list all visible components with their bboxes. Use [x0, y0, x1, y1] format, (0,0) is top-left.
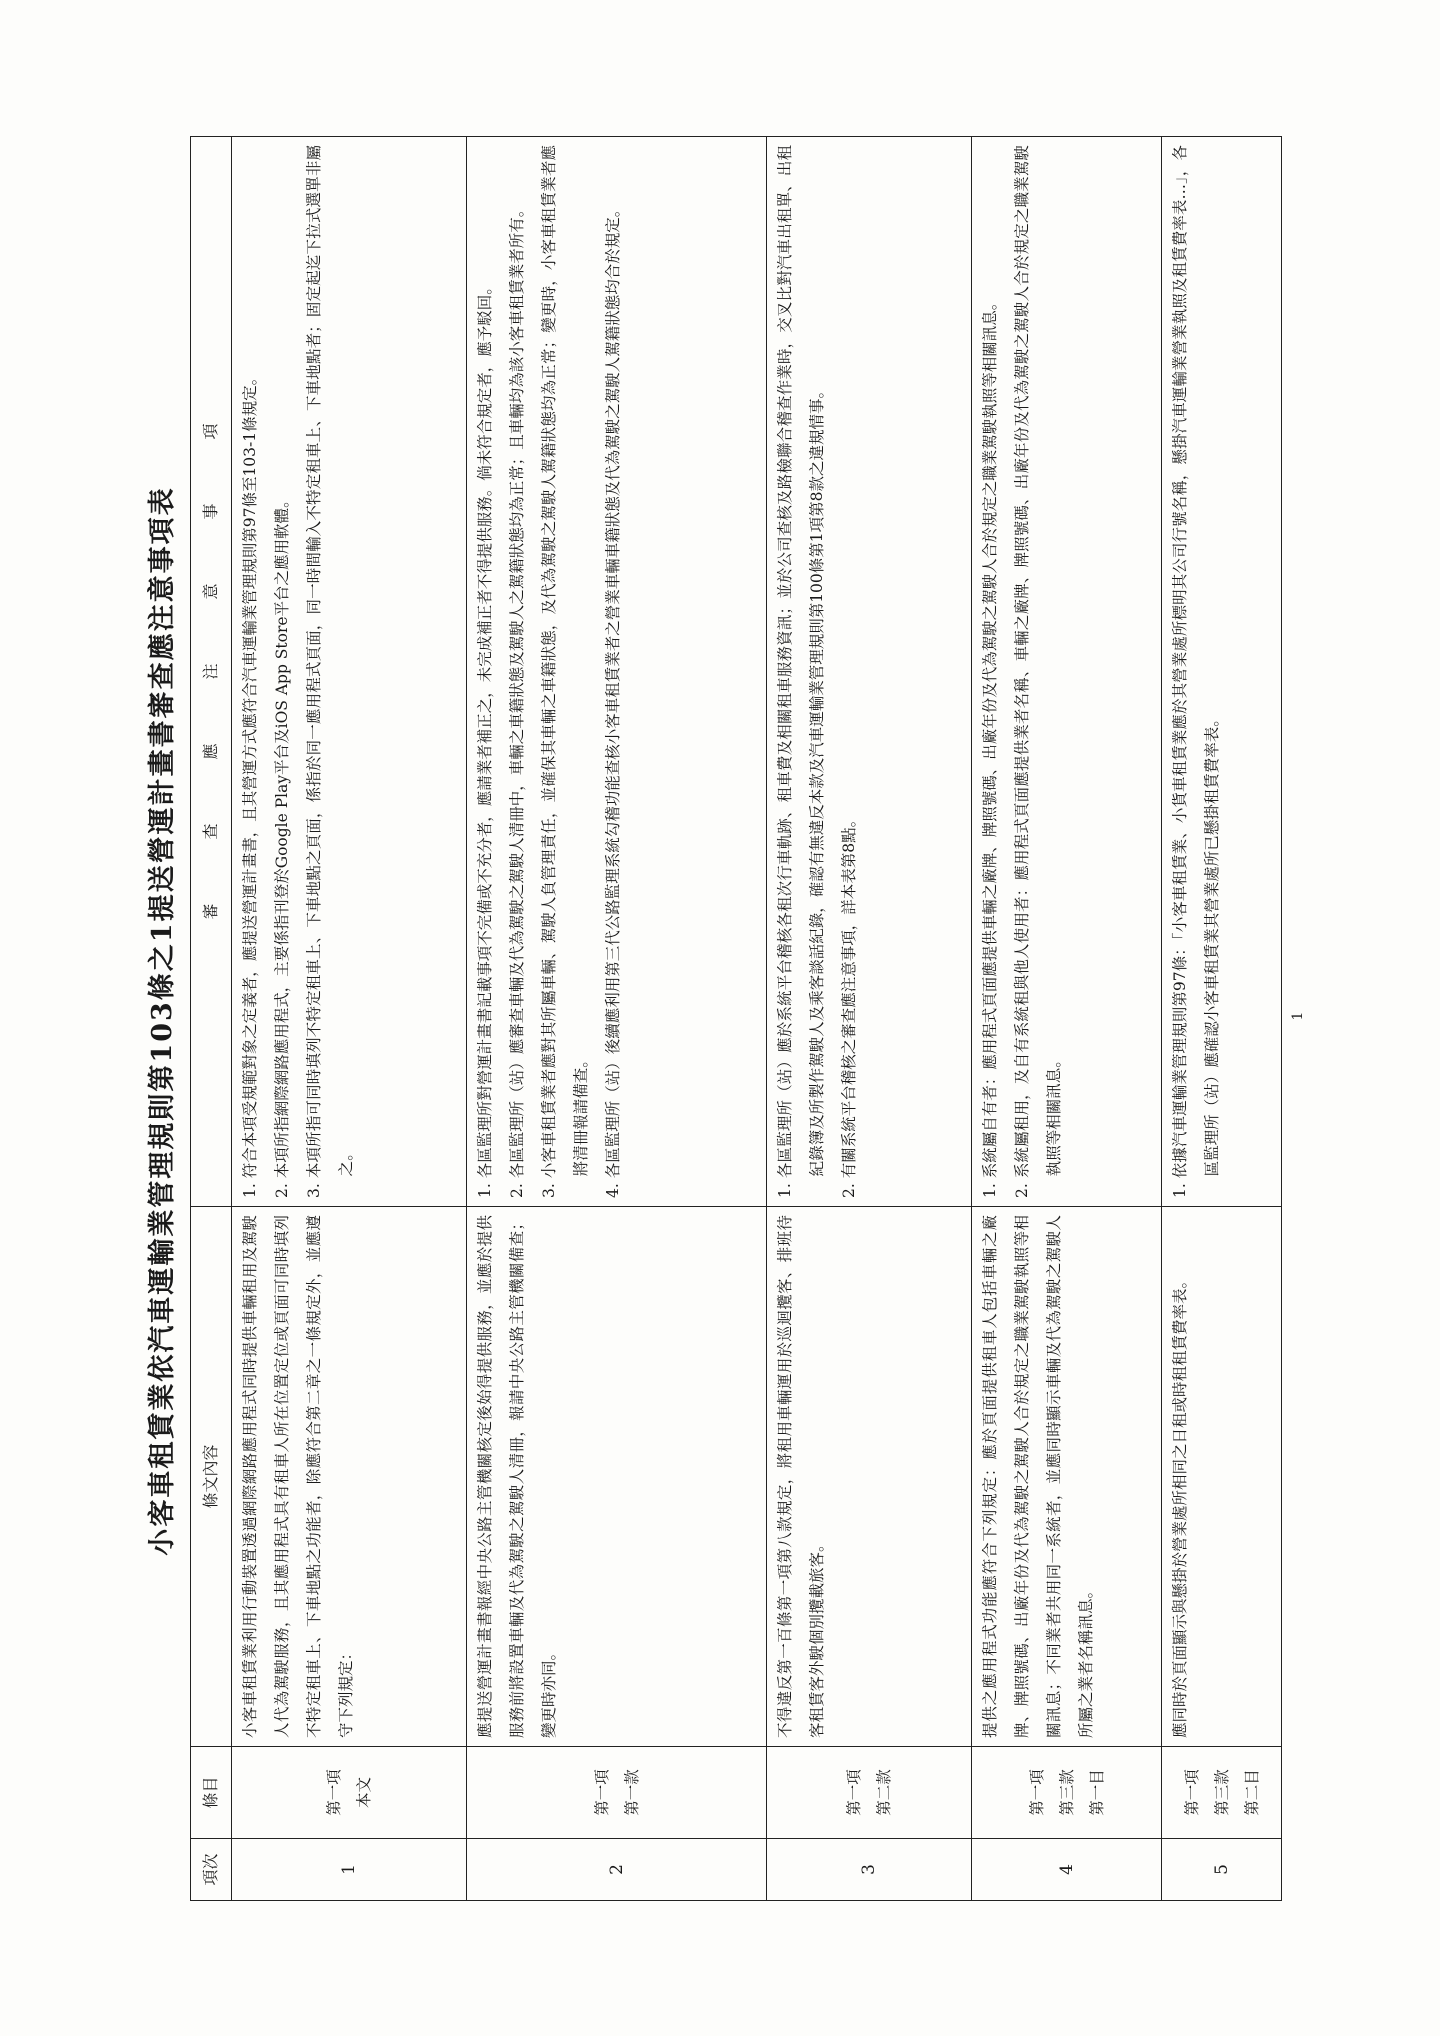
review-note-item: 1. 符合本項受規範對象之定義者，應提送營運計畫書，且其營運方式應符合汽車運輸業管理規則第97條至103-1條規定。: [241, 369, 259, 1198]
review-notes-table: [190, 136, 1282, 1901]
header-no: 項次: [191, 1839, 232, 1901]
article-line: 第一項: [592, 1769, 611, 1816]
table-body: [232, 137, 1282, 1901]
review-notes-cell: [467, 137, 767, 1207]
row-number: 5: [1162, 1839, 1282, 1901]
article-line: 第一項: [1182, 1769, 1201, 1816]
review-note-item: 1. 各區監理所對營運計畫書記載事項不完備或不充分者，應請業者補正之，未完成補正者不得提供服務。倘未符合規定者，應予駁回。: [476, 279, 494, 1198]
article-cell: [767, 1747, 972, 1839]
article-cell: [972, 1747, 1162, 1839]
article-cell: [232, 1747, 467, 1839]
review-note-item: 3. 本項所指可同時填列不特定租車上、下車地點之頁面，係指於同一應用程式頁面，同一時間輸入不特定租車上、下車地點者；固定起迄下拉式選單非屬之。: [305, 145, 355, 1198]
article-line: 第一項: [325, 1769, 343, 1816]
table-row: [1162, 137, 1282, 1901]
row-number: 3: [767, 1839, 972, 1901]
article-line: 第一款: [622, 1769, 641, 1816]
header-notes: 審 查 應 注 意 事 項: [191, 137, 232, 1207]
article-line: 第二目: [1242, 1769, 1261, 1816]
article-content: 提供之應用程式功能應符合下列規定：應於頁面提供租車人包括車輛之廠牌、牌照號碼、出廠年份及代為駕駛之駕駛人合於規定之職業駕駛執照等相關訊息；不同業者共用同一系統者，並應同時顯示車輛及代為駕駛之駕駛人所屬之業者名稱訊息。: [972, 1207, 1162, 1747]
review-note-item: 1. 依據汽車運輸業管理規則第97條：「小客車租賃業、小貨車租賃業應於其營業處所標明其公司行號名稱，懸掛汽車運輸業營業執照及租賃費率表…」，各區監理所（站）應確認小客車租賃業其營業處所已懸掛租賃費率表。: [1171, 145, 1221, 1198]
document-title: 小客車租賃業依汽車運輸業管理規則第103條之1提送營運計畫書審查應注意事項表: [147, 486, 178, 1556]
review-note-item: 2. 本項所指網際網路應用程式，主要係指刊登於Google Play平台及iOS App Store平台之應用軟體。: [273, 492, 291, 1198]
row-number: 2: [467, 1839, 767, 1901]
article-line: 第三款: [1057, 1769, 1076, 1816]
article-line: 第一目: [1087, 1769, 1106, 1816]
article-line: 第一項: [845, 1769, 863, 1816]
article-cell: [467, 1747, 767, 1839]
row-number: 1: [232, 1839, 467, 1901]
review-note-item: 2. 各區監理所（站）應審查車輛及代為駕駛之駕駛人清冊中，車輛之車籍狀態及駕駛人之駕籍狀態均為正常；且車輛均為該小客車租賃業者所有。: [508, 201, 526, 1198]
article-content: 不得違反第一百條第一項第八款規定，將租用車輛運用於巡迴攬客、排班待客租賃客外駛個別攬載旅客。: [767, 1207, 972, 1747]
article-line: 本文: [355, 1777, 373, 1809]
article-line: 第二款: [875, 1769, 893, 1816]
article-content: 應提送營運計畫書報經中央公路主管機關核定後始得提供服務，並應於提供服務前將設置車輛及代為駕駛之駕駛人清冊，報請中央公路主管機關備查；變更時亦同。: [467, 1207, 767, 1747]
article-cell: [1162, 1747, 1282, 1839]
header-article: 條目: [191, 1747, 232, 1839]
table-row: [232, 137, 467, 1901]
table-row: [972, 137, 1162, 1901]
review-note-item: 2. 系統屬租用，及自有系統租與他人使用者：應用程式頁面應提供業者名稱、車輛之廠牌、牌照號碼、出廠年份及代為駕駛之駕駛人合於規定之職業駕駛執照等相關訊息。: [1013, 145, 1063, 1198]
article-content: 小客車租賃業利用行動裝置透過網際網路應用程式同時提供車輛租用及駕駛人代為駕駛服務，且其應用程式具有租車人所在位置定位或頁面可同時填列不特定租車上、下車地點之功能者，除應符合第二章之一條規定外，並應遵守下列規定：: [232, 1207, 467, 1747]
header-content: 條文內容: [191, 1207, 232, 1747]
review-notes-cell: [767, 137, 972, 1207]
review-note-item: 3. 小客車租賃業者應對其所屬車輛、駕駛人負管理責任，並確保其車輛之車籍狀態，及代為駕駛之駕駛人駕籍狀態均為正常；變更時，小客車租賃業者應將清冊報請備查。: [540, 145, 590, 1198]
article-content: 應同時於頁面顯示與懸掛於營業處所相同之日租或時租租賃費率表。: [1162, 1207, 1282, 1747]
review-note-item: 4. 各區監理所（站）後續應利用第三代公路監理系統勾稽功能查核小客車租賃業者之營業車輛車籍狀態及代為駕駛之駕駛人駕籍狀態均合於規定。: [604, 201, 622, 1198]
article-line: 第一項: [1027, 1769, 1046, 1816]
page-number: 1: [1290, 1011, 1306, 1021]
review-note-item: 1. 系統屬自有者：應用程式頁面應提供車輛之廠牌、牌照號碼、出廠年份及代為駕駛之駕駛人合於規定之職業駕駛執照等相關訊息。: [981, 294, 999, 1198]
review-note-item: 1. 各區監理所（站）應於系統平台稽核各租次行車軌跡、租車費及相關租車服務資訊；並於公司查核及路檢聯合稽查作業時，交叉比對汽車出租單、出租紀錄簿及所製作駕駛人及乘客談話紀錄，確認有無違反本款及汽車運輸業管理規則第100條第1項第8款之違規情事。: [776, 145, 826, 1198]
review-note-item: 2. 有關系統平台稽核之審查應注意事項，詳本表第8點。: [840, 811, 858, 1198]
article-line: 第三款: [1212, 1769, 1231, 1816]
review-notes-cell: [972, 137, 1162, 1207]
table-header-row: [191, 137, 232, 1901]
table-row: [467, 137, 767, 1901]
table-row: [767, 137, 972, 1901]
review-notes-cell: [232, 137, 467, 1207]
review-notes-cell: [1162, 137, 1282, 1207]
row-number: 4: [972, 1839, 1162, 1901]
